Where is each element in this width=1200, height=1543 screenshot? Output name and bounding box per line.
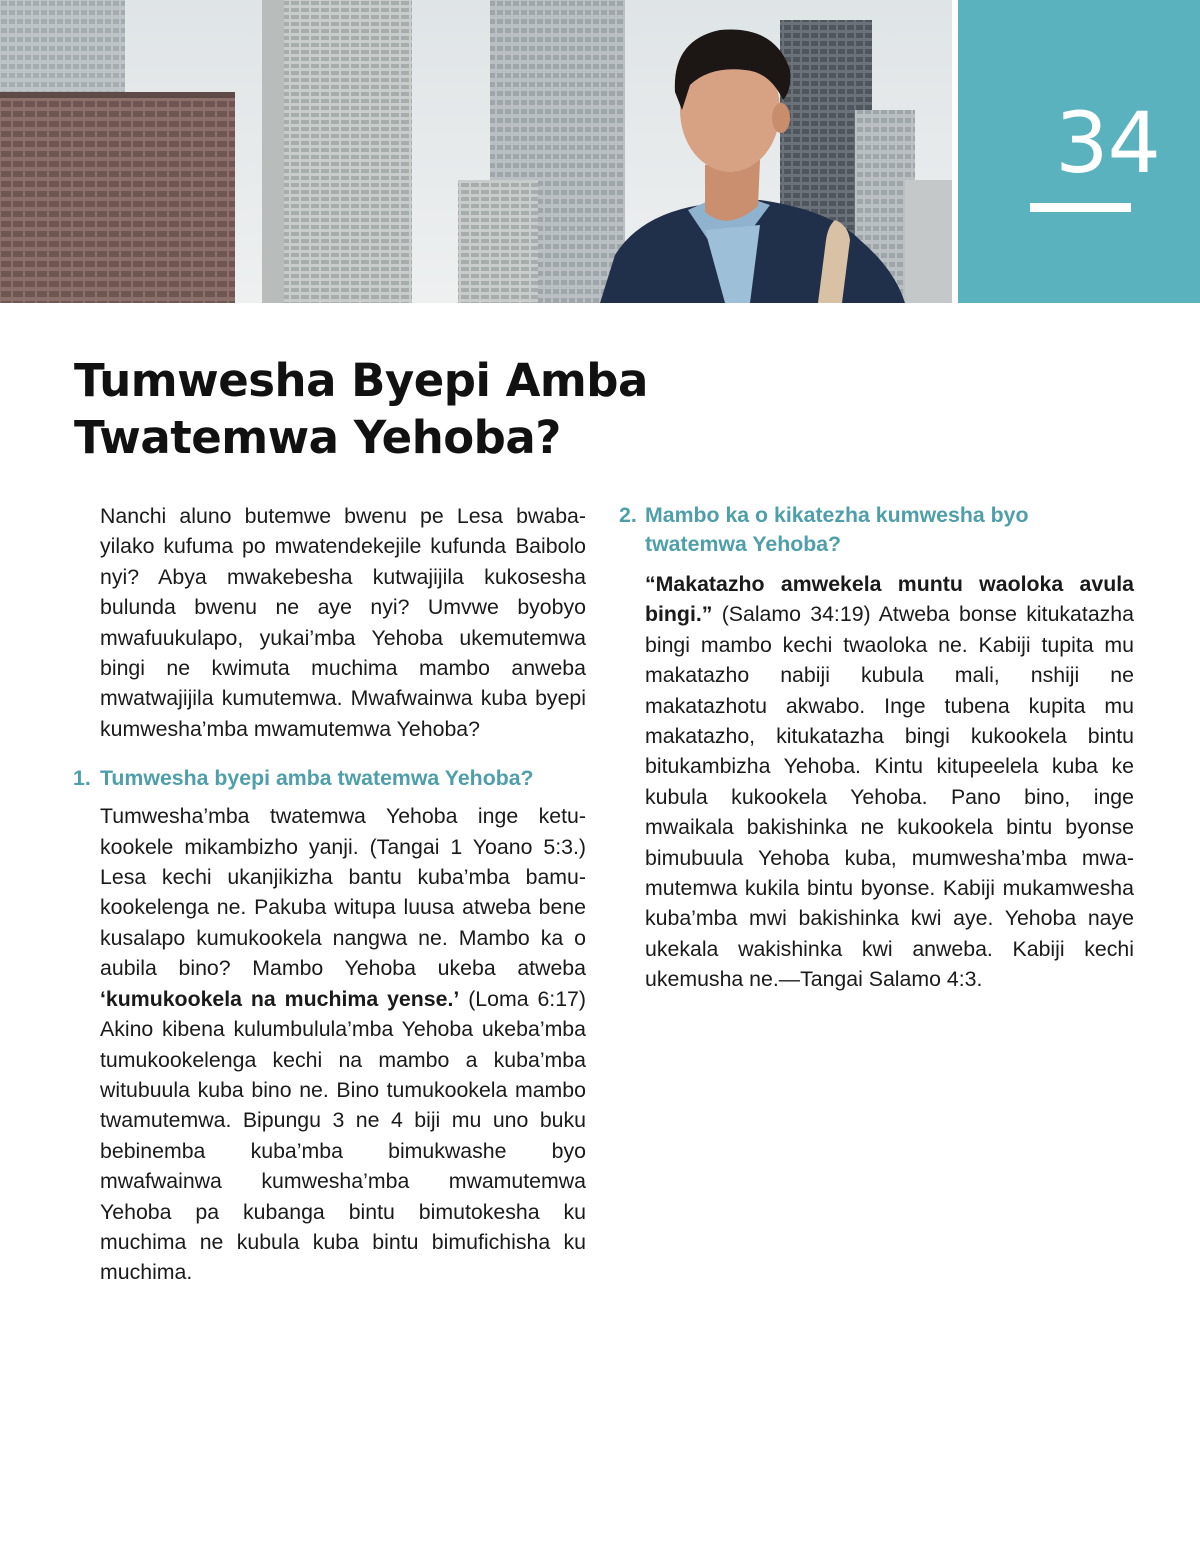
section-heading-1 [73,764,586,793]
right-column [619,501,1134,995]
section-body-1 [100,801,586,1288]
page-title [74,352,894,466]
lesson-number-box [958,0,1200,303]
section-heading-text-1: Tumwesha byepi amba twatemwa Yehoba? [100,766,534,791]
section-number-1: 1. [73,766,91,791]
section-1-text-after: (Loma 6:17) Akino kibena kulumbulula’mba Yehoba ukeba’mba tumukookelenga kechi na mambo a kuba’mba witubuula kuba bino ne. Bino tumukookela mambo twamutemwa. Bipungu 3 ne 4 biji mu uno buku bebinemba kuba’mba bimukwashe byo mwafwainwa kumwesha’mba mwamutemwa Yehoba pa kubanga bintu bimutokesha ku muchima ne kubula kuba bintu bimufichisha ku muchima. [100,986,586,1285]
left-column [73,501,586,1288]
title-line-1: Tumwesha Byepi Amba [74,354,648,407]
section-heading-text-2: Mambo ka o kikatezha kumwesha byo twatemwa Yehoba? [645,503,1029,556]
lesson-number: 34 [1055,94,1160,192]
section-2-text-after: (Salamo 34:19) Atweba bonse kitukatazha bingi mambo kechi twaoloka ne. Kabiji tupita mu makatazho nabiji kubula mali, nshiji ne makatazhotu akwabo. Inge tubena kupita mu makatazho, kitukatazha bingi kukookela bintu bitukambizha Yehoba. Kintu kitupeelela kuba ke kubula kukookela Yehoba. Pano bino, inge mwaikala bakishinka ne kukookela bintu byonse bimubuula Yehoba kuba, mumwesha’mba mwamutemwa kukila bintu byonse. Kabiji mukamwesha kuba’mba mwi bakishinka kwi aye. Yehoba naye ukekala wakishinka kwi anweba. Kabiji kechi ukemusha ne.—Tangai Salamo 4:3. [645,602,1134,992]
section-heading-2 [619,501,1134,559]
lesson-number-underline [1030,203,1131,212]
hero-photo [0,0,952,303]
section-1-quote: ‘kumukookela na muchima yense.’ [100,986,460,1011]
section-2-quote: “Makatazho amwekela muntu waoloka avula bingi.” [645,572,1134,627]
section-body-2 [645,569,1134,995]
title-line-2: Twatemwa Yehoba? [74,411,561,464]
intro-paragraph: Nanchi aluno butemwe bwenu pe Lesa bwabayilako kufuma po mwatendekejile kufunda Baibolo nyi? Abya mwakebesha kutwajijila kukosesha bulunda bwenu ne aye nyi? Umvwe byobyo mwafuukulapo, yukai’mba Yehoba ukemutemwa bingi ne kwimuta muchima mambo anweba mwatwajijila kumutemwa. Mwafwainwa kuba byepi kumwesha’mba mwamutemwa Yehoba? [100,504,586,741]
section-number-2: 2. [619,503,637,527]
section-1-text-before: Tumwesha’mba twatemwa Yehoba inge ketukookele mikambizho yanji. (Tangai 1 Yoano 5:3.) Lesa kechi ukanjikizha bantu kuba’mba bamukookelenga ne. Pakuba witupa luusa atweba bene kusalapo kumukookela nangwa ne. Mambo ka o aubila bino? Mambo Yehoba ukeba atweba [100,804,586,981]
